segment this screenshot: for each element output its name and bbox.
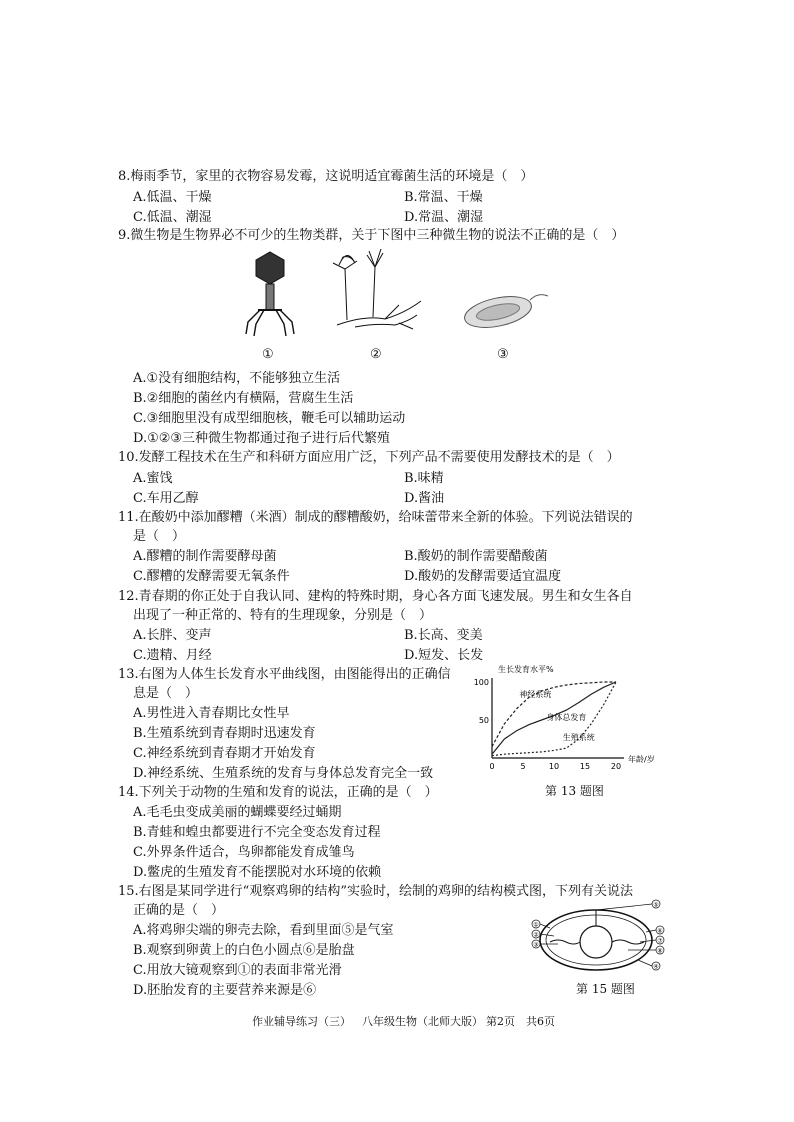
q15-option-a: A.将鸡卵尖端的卵壳去除，看到里面⑤是气室 bbox=[133, 923, 394, 938]
q9-option-c: C.③细胞里没有成型细胞核，鞭毛可以辅助运动 bbox=[133, 411, 406, 426]
q14-option-d: D.鳖虎的生殖发育不能摆脱对水环境的依赖 bbox=[133, 865, 382, 880]
egg-label-5: ⑤ bbox=[653, 901, 659, 909]
egg-label-4: ④ bbox=[653, 963, 659, 971]
question-13-stem-line2: 息是（ ） bbox=[133, 686, 199, 701]
q11-option-c: C.醪糟的发酵需要无氧条件 bbox=[133, 569, 290, 584]
chart-x-tick-label: 0 bbox=[489, 762, 495, 771]
chart-x-tick-label: 5 bbox=[520, 762, 526, 771]
question-9-stem: 9.微生物是生物界必不可少的生物类群，关于下图中三种微生物的说法不正确的是（ ） bbox=[118, 228, 625, 243]
q10-option-d: D.酱油 bbox=[404, 491, 445, 506]
q10-option-b: B.味精 bbox=[404, 471, 444, 486]
egg-label-8: ⑧ bbox=[657, 947, 663, 955]
egg-label-2: ② bbox=[533, 931, 539, 939]
q9-label-1: ① bbox=[262, 347, 274, 362]
q9-option-d: D.①②③三种微生物都通过孢子进行后代繁殖 bbox=[133, 431, 391, 446]
q12-option-b: B.长高、变美 bbox=[404, 628, 483, 643]
q15-option-d: D.胚胎发育的主要营养来源是⑥ bbox=[133, 983, 317, 998]
chart-series-label: 身体总发育 bbox=[546, 713, 587, 722]
chart-y-axis-label: 生长发育水平% bbox=[498, 665, 554, 674]
bacterium-figure bbox=[460, 288, 555, 333]
question-11-stem-line2: 是（ ） bbox=[133, 529, 186, 544]
q13-figure-caption: 第 13 题图 bbox=[545, 784, 604, 798]
footer-title: 作业辅导练习（三） bbox=[252, 1015, 351, 1028]
q8-option-c: C.低温、潮湿 bbox=[133, 210, 212, 225]
question-13-stem-line1: 13.右图为人体生长发育水平曲线图，由图能得出的正确信 bbox=[118, 667, 451, 682]
footer-page: 第2页 共6页 bbox=[486, 1015, 555, 1028]
egg-label-6: ⑥ bbox=[657, 927, 663, 935]
chart-y-tick-label: 100 bbox=[473, 678, 489, 687]
q13-option-b: B.生殖系统到青春期时迅速发育 bbox=[133, 726, 316, 741]
q9-label-2: ② bbox=[370, 347, 382, 362]
question-15-stem-line1: 15.右图是某同学进行“观察鸡卵的结构”实验时，绘制的鸡卵的结构模式图，下列有关说法 bbox=[118, 884, 633, 899]
q14-option-a: A.毛毛虫变成美丽的蝴蝶要经过蛹期 bbox=[133, 805, 342, 820]
q14-option-b: B.青蛙和蝗虫都要进行不完全变态发育过程 bbox=[133, 825, 381, 840]
q12-option-d: D.短发、长发 bbox=[404, 648, 484, 663]
chart-x-axis-label: 年龄/岁 bbox=[628, 755, 655, 764]
q12-option-c: C.遗精、月经 bbox=[133, 648, 212, 663]
q15-option-c: C.用放大镜观察到①的表面非常光滑 bbox=[133, 963, 342, 978]
growth-chart bbox=[468, 662, 688, 774]
footer-subject: 八年级生物（北师大版） bbox=[362, 1015, 483, 1028]
mold-figure bbox=[325, 245, 425, 335]
question-14-stem: 14.下列关于动物的生殖和发育的说法，正确的是（ ） bbox=[118, 785, 438, 800]
q15-figure-caption: 第 15 题图 bbox=[576, 982, 635, 996]
chart-x-tick-label: 15 bbox=[579, 762, 591, 771]
q15-option-b: B.观察到卵黄上的白色小圆点⑥是胎盘 bbox=[133, 943, 355, 958]
q13-option-d: D.神经系统、生殖系统的发育与身体总发育完全一致 bbox=[133, 766, 434, 781]
q14-option-c: C.外界条件适合，鸟卵都能发育成雏鸟 bbox=[133, 845, 355, 860]
bacteriophage-figure bbox=[240, 250, 300, 340]
question-8-stem: 8.梅雨季节，家里的衣物容易发霉，这说明适宜霉菌生活的环境是（ ） bbox=[118, 169, 534, 184]
q11-option-b: B.酸奶的制作需要醋酸菌 bbox=[404, 549, 548, 564]
question-10-stem: 10.发酵工程技术在生产和科研方面应用广泛，下列产品不需要使用发酵技术的是（ ） bbox=[118, 450, 620, 465]
question-11-stem-line1: 11.在酸奶中添加醪糟（米酒）制成的醪糟酸奶，给味蕾带来全新的体验。下列说法错误的 bbox=[118, 510, 633, 525]
q8-option-d: D.常温、潮湿 bbox=[404, 210, 484, 225]
egg-structure-figure bbox=[528, 898, 668, 978]
question-12-stem-line2: 出现了一种正常的、特有的生理现象，分别是（ ） bbox=[133, 608, 433, 623]
q9-option-a: A.①没有细胞结构，不能够独立生活 bbox=[133, 371, 341, 386]
q9-option-b: B.②细胞的菌丝内有横隔，营腐生生活 bbox=[133, 391, 354, 406]
q11-option-a: A.醪糟的制作需要酵母菌 bbox=[133, 549, 277, 564]
q12-option-a: A.长胖、变声 bbox=[133, 628, 212, 643]
q10-option-c: C.车用乙醇 bbox=[133, 491, 199, 506]
chart-series-label: 生殖系统 bbox=[562, 732, 595, 742]
egg-label-1: ① bbox=[533, 921, 539, 929]
chart-series-label: 神经系统 bbox=[519, 690, 552, 700]
q8-option-a: A.低温、干燥 bbox=[133, 190, 212, 205]
egg-label-3: ③ bbox=[533, 941, 539, 949]
q10-option-a: A.蜜饯 bbox=[133, 471, 173, 486]
q8-option-b: B.常温、干燥 bbox=[404, 190, 483, 205]
chart-x-tick-label: 10 bbox=[548, 762, 560, 771]
chart-y-tick-label: 50 bbox=[478, 716, 489, 725]
question-15-stem-line2: 正确的是（ ） bbox=[133, 903, 225, 918]
chart-x-tick-label: 20 bbox=[610, 762, 622, 771]
egg-label-7: ⑦ bbox=[657, 937, 663, 945]
q11-option-d: D.酸奶的发酵需要适宜温度 bbox=[404, 569, 562, 584]
q9-label-3: ③ bbox=[497, 347, 509, 362]
q13-option-c: C.神经系统到青春期才开始发育 bbox=[133, 746, 316, 761]
q13-option-a: A.男性进入青春期比女性早 bbox=[133, 706, 290, 721]
question-12-stem-line1: 12.青春期的你正处于自我认同、建构的特殊时期，身心各方面飞速发展。男生和女生各自 bbox=[118, 589, 633, 604]
